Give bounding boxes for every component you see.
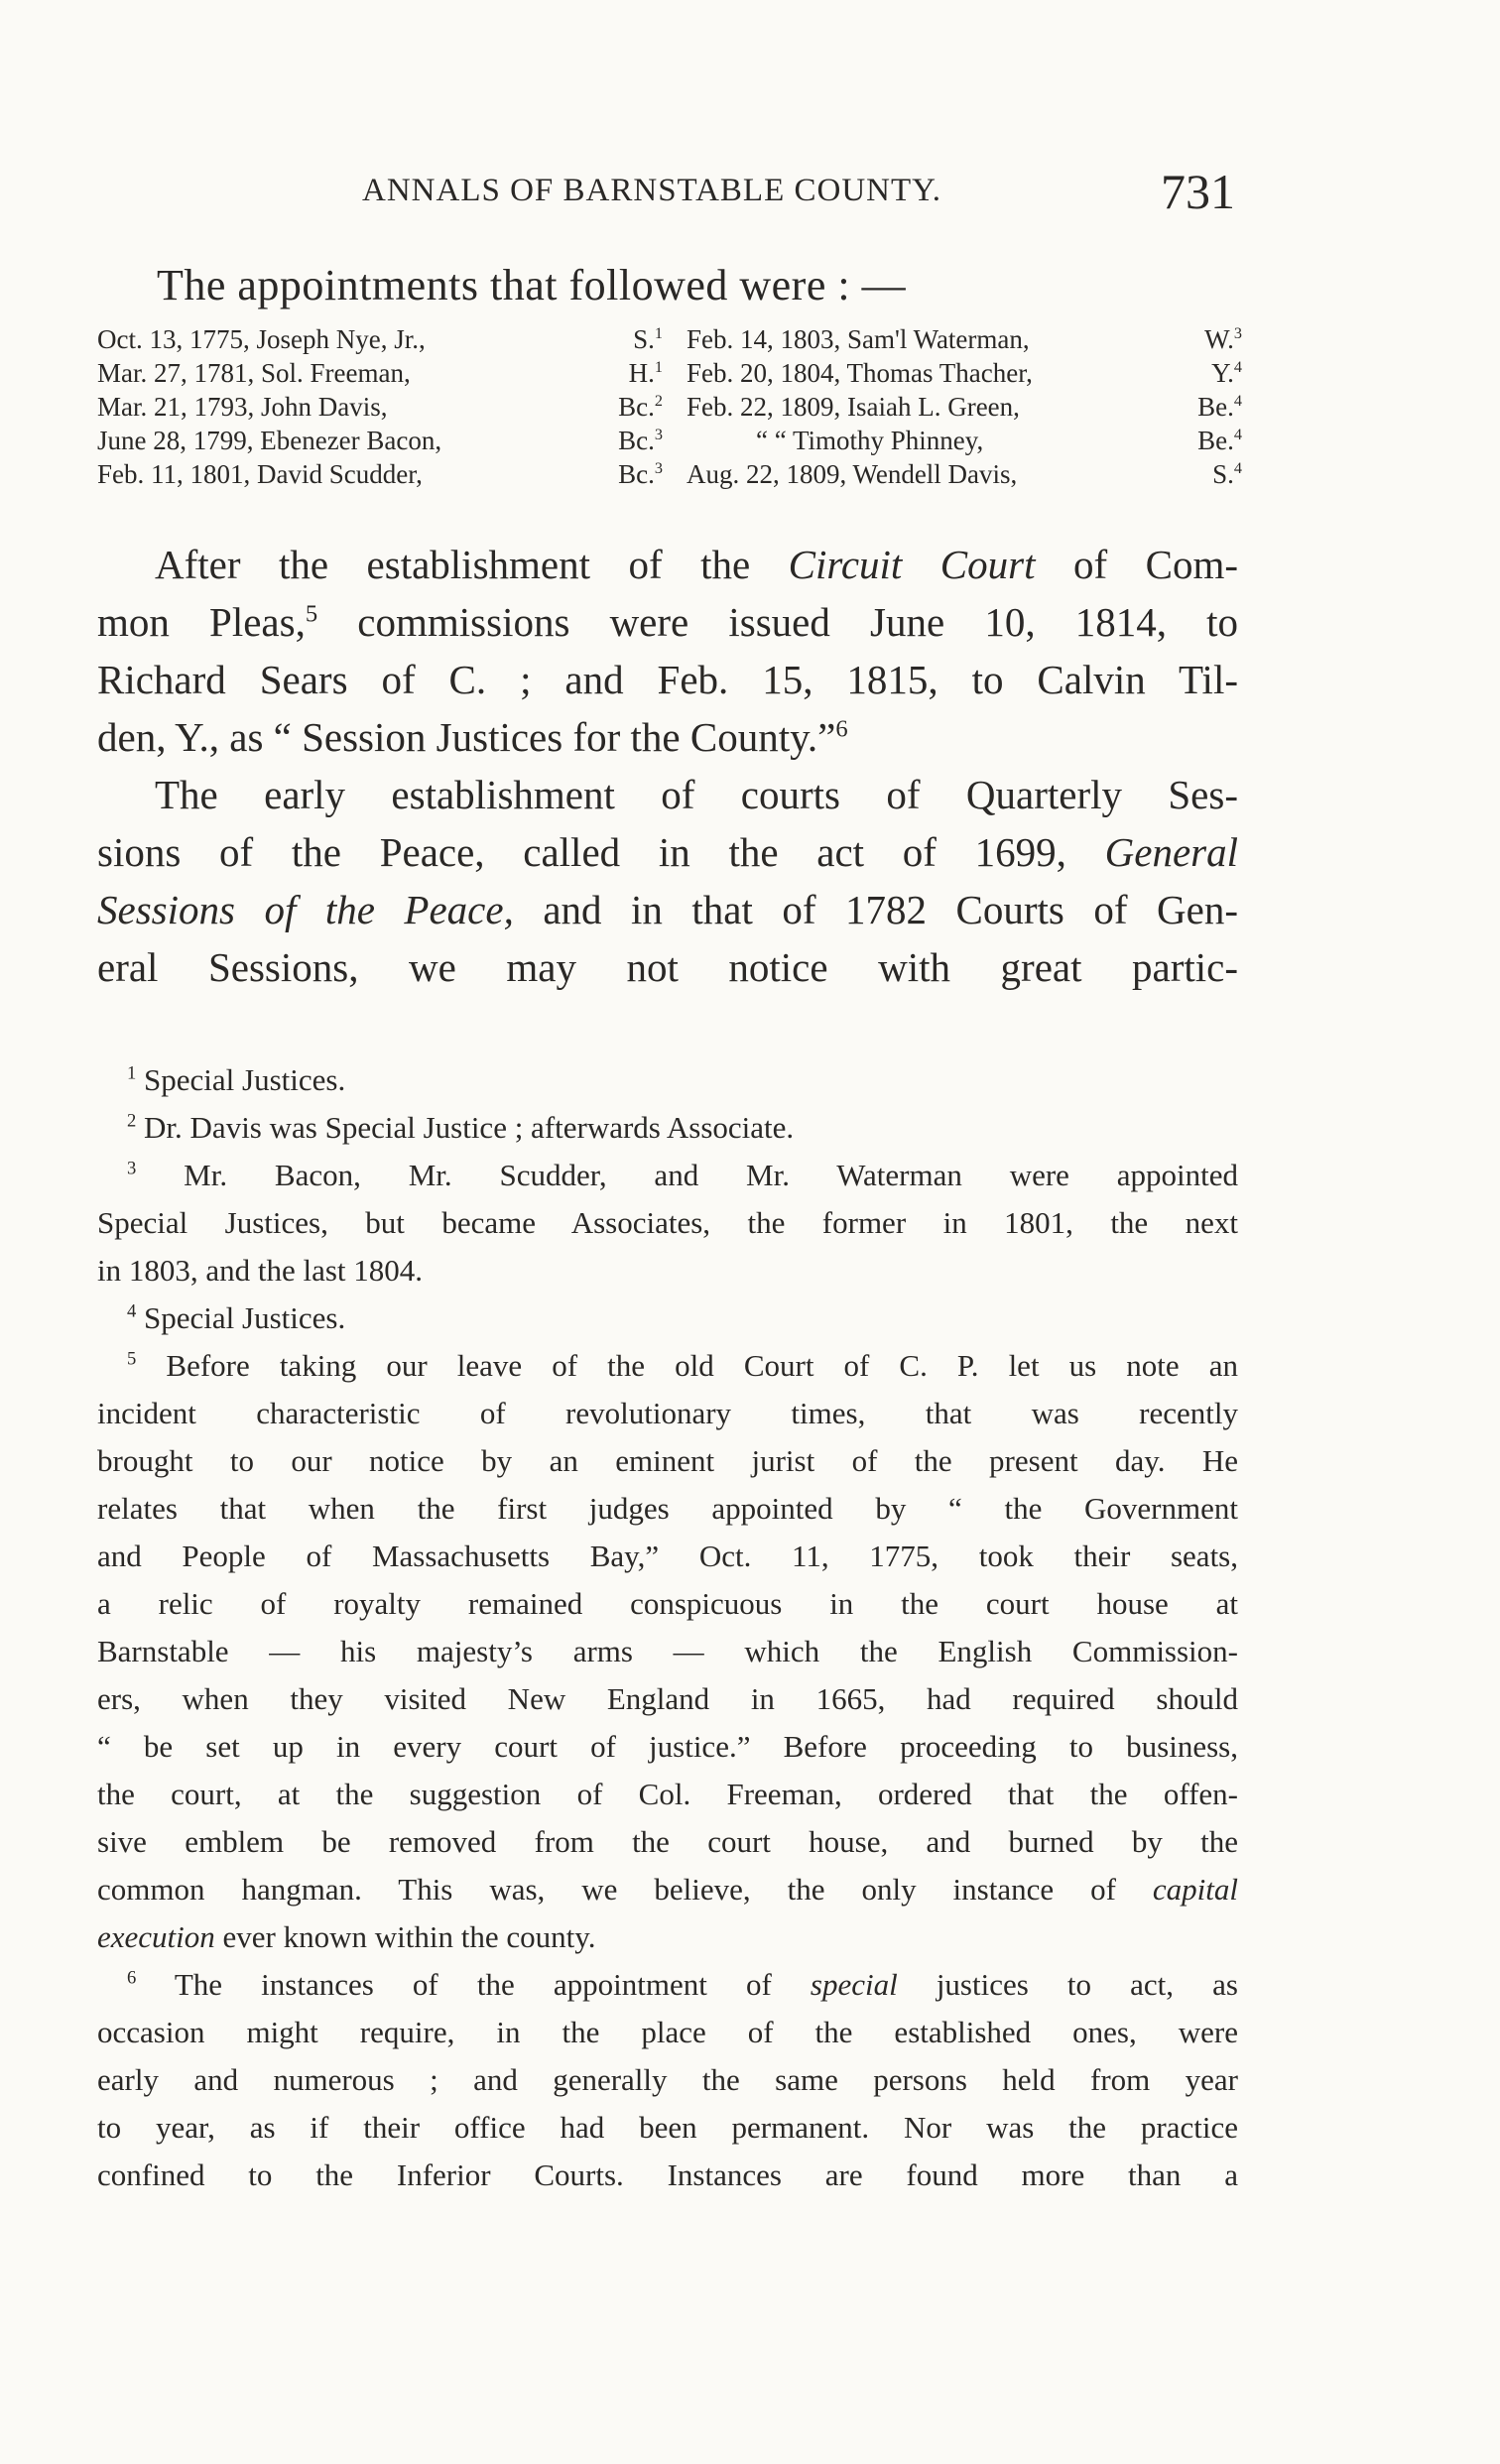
footnote-2: $^2$ Dr. Davis was Special Justice ; afterwards Associate. [127, 1110, 795, 1145]
appointments-left-column [97, 322, 663, 491]
appointment-entry: Oct. 13, 1775, Joseph Nye, Jr., S.$^1$ [97, 324, 663, 354]
appointment-entry: Mar. 21, 1793, John Davis, Bc.$^2$ [97, 392, 663, 422]
appointment-entry: Feb. 22, 1809, Isaiah L. Green, Be.$^4$ [687, 392, 1242, 422]
main-text [97, 536, 1238, 996]
footnotes [97, 1056, 1238, 2199]
appointment-entry: Feb. 11, 1801, David Scudder, Bc.$^3$ [97, 459, 663, 489]
appointments-right-column [687, 322, 1242, 491]
paragraph-quarterly-sessions: The early establishment of courts of Quarterly Ses- sions of the Peace, called in the act of 1699, General Sessions of the Peace, and in that of 1782 Courts of Gen- eral Sessions, we may not notice with great partic- [97, 772, 1238, 990]
footnote-1: $^1$ Special Justices. [127, 1062, 346, 1097]
page-number: 731 [1161, 164, 1235, 219]
running-head: ANNALS OF BARNSTABLE COUNTY. [362, 173, 941, 208]
appointment-entry: Aug. 22, 1809, Wendell Davis, S.$^4$ [687, 459, 1242, 489]
appointment-entry: “ “ Timothy Phinney, Be.$^4$ [756, 426, 1242, 455]
footnote-6: $^6$ The instances of the appointment of special justices to act, as occasion might require, in the place of the established ones, were early and numerous ; and generally the same persons held from year to year, as if their office had been permanent. Nor was the practice confined to the Inferior Courts. Instances are found more than a [97, 1967, 1238, 2192]
paragraph-circuit-court: After the establishment of the Circuit Court of Com- mon Pleas,$^5$ commissions were issued June 10, 1814, to Richard Sears of C. ; and Feb. 15, 1815, to Calvin Til- den, Y., as “ Session Justices for the County.”$^6$ [97, 542, 1238, 760]
appointment-entry: Feb. 14, 1803, Sam'l Waterman, W.$^3$ [687, 324, 1242, 354]
footnote-3: $^3$ Mr. Bacon, Mr. Scudder, and Mr. Waterman were appointed Special Justices, but became Associates, the former in 1801, the next in 1803, and the last 1804. [97, 1158, 1239, 1288]
intro-line: The appointments that followed were : — [157, 261, 907, 309]
appointment-entry: Feb. 20, 1804, Thomas Thacher, Y.$^4$ [687, 358, 1242, 388]
appointment-entry: June 28, 1799, Ebenezer Bacon, Bc.$^3$ [97, 426, 663, 455]
footnote-4: $^4$ Special Justices. [127, 1300, 346, 1335]
appointment-entry: Mar. 27, 1781, Sol. Freeman, H.$^1$ [97, 358, 663, 388]
footnote-5: $^5$ Before taking our leave of the old Court of C. P. let us note an incident characteristic of revolutionary times, that was recently brought to our notice by an eminent jurist of the present day. He relates that when the first judges appointed by “ the Government and People of Massachusetts Bay,” Oct. 11, 1775, took their seats, a relic of royalty remained conspicuous in the court house at Barnstable — his majesty’s arms — which the English Commission- ers, when they visited New England in 1665, had required should “ be set up in every court of justice.” Before proceeding to business, the court, at the suggestion of Col. Freeman, ordered that the offen- sive emblem be removed from the court house, and burned by the common hangman. This was, we believe, the only instance of capital execution ever known within the county. [97, 1348, 1239, 1954]
page-header [362, 164, 1235, 228]
